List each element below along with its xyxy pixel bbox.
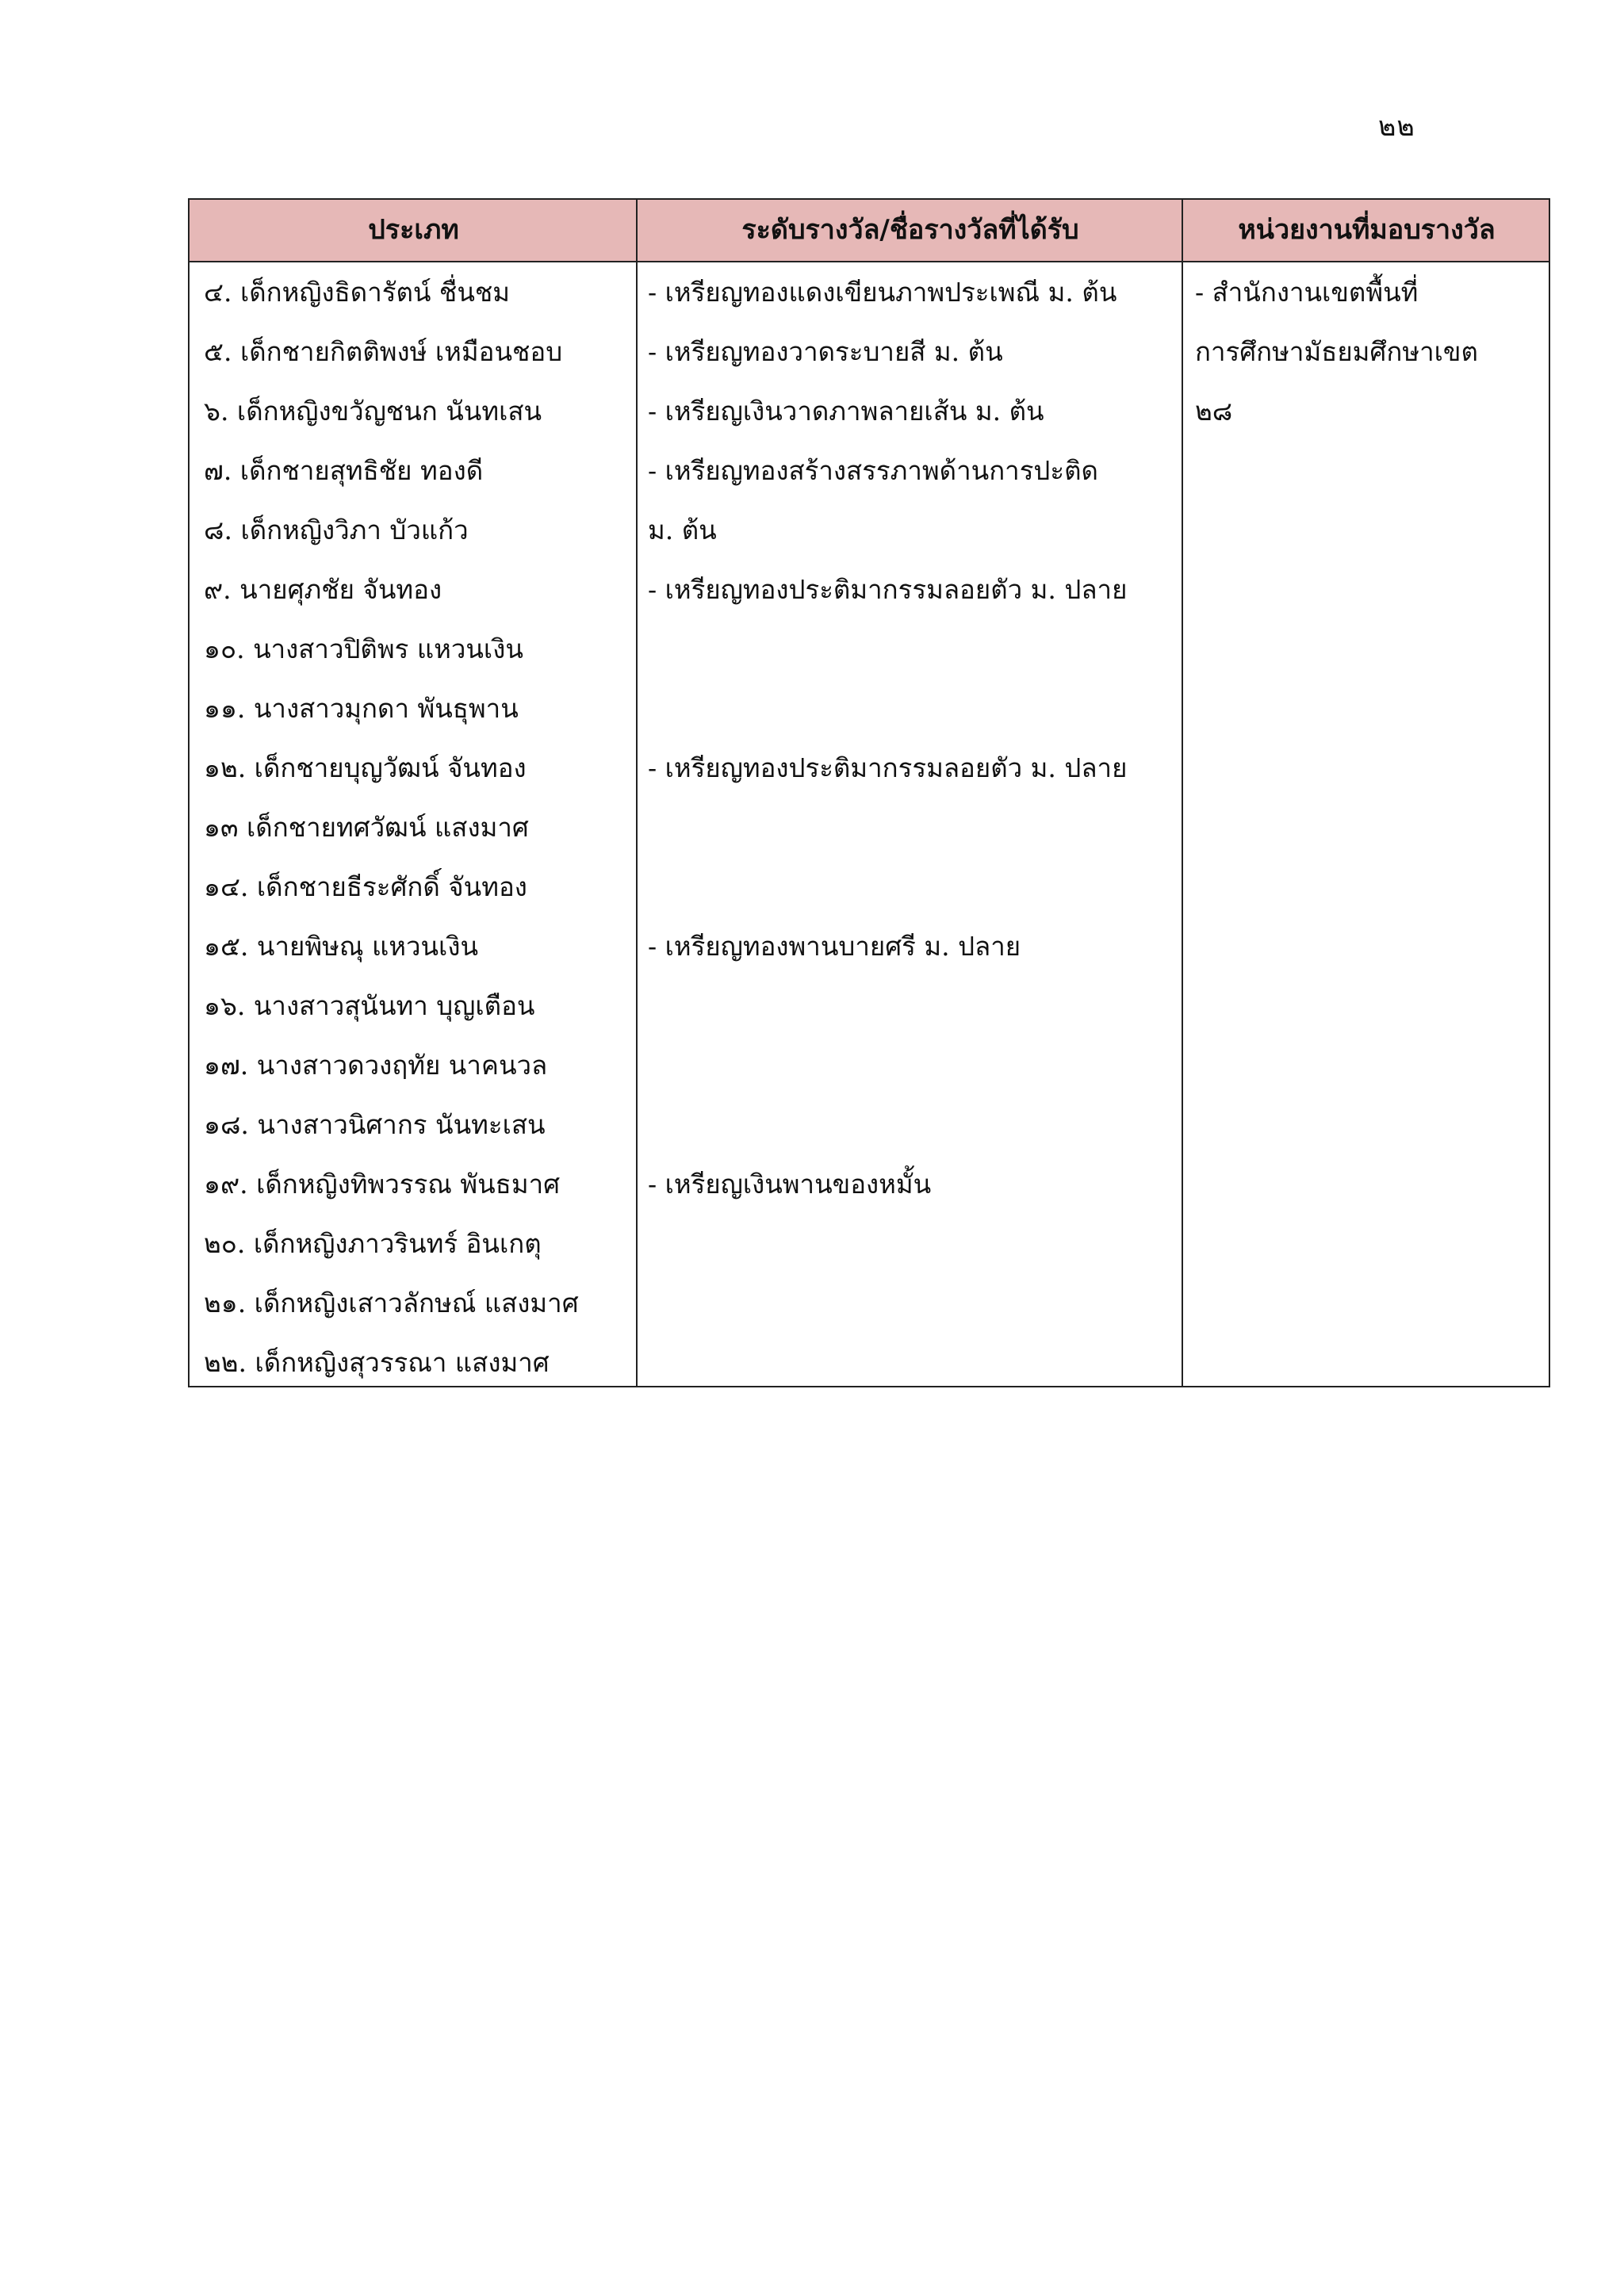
award-entry: ม. ต้น bbox=[648, 515, 717, 545]
agency-entry: การศึกษามัธยมศึกษาเขต bbox=[1195, 336, 1478, 367]
page-number: ๒๒ bbox=[1378, 111, 1415, 143]
student-name: ๑๔. เด็กชายธีระศักดิ์ จันทอง bbox=[204, 871, 527, 902]
award-entry: - เหรียญทองวาดระบายสี ม. ต้น bbox=[648, 336, 1003, 367]
award-entry: - เหรียญทองสร้างสรรภาพด้านการปะติด bbox=[648, 455, 1098, 486]
column-divider bbox=[636, 200, 638, 1386]
student-name: ๑๖. นางสาวสุนันทา บุญเตือน bbox=[204, 990, 535, 1021]
student-name: ๕. เด็กชายกิตติพงษ์ เหมือนชอบ bbox=[204, 336, 563, 367]
award-table bbox=[188, 198, 1550, 1387]
student-name: ๑๒. เด็กชายบุญวัฒน์ จันทอง bbox=[204, 752, 527, 783]
student-name: ๑๙. เด็กหญิงทิพวรรณ พันธมาศ bbox=[204, 1169, 561, 1200]
award-entry: - เหรียญทองประติมากรรมลอยตัว ม. ปลาย bbox=[648, 574, 1128, 605]
student-name: ๑๑. นางสาวมุกดา พันธุพาน bbox=[204, 693, 519, 724]
table-header bbox=[190, 200, 1549, 262]
student-name: ๔. เด็กหญิงธิดารัตน์ ชื่นชม bbox=[204, 277, 511, 308]
agency-entry: ๒๘ bbox=[1195, 396, 1233, 427]
award-entry: - เหรียญเงินวาดภาพลายเส้น ม. ต้น bbox=[648, 396, 1044, 427]
student-name: ๑๐. นางสาวปิติพร แหวนเงิน bbox=[204, 633, 523, 664]
student-name: ๘. เด็กหญิงวิภา บัวแก้ว bbox=[204, 515, 469, 545]
header-awarding-agency: หน่วยงานที่มอบรางวัล bbox=[1238, 214, 1496, 246]
award-entry: - เหรียญทองประติมากรรมลอยตัว ม. ปลาย bbox=[648, 752, 1128, 783]
header-category: ประเภท bbox=[368, 214, 459, 246]
student-name: ๑๓ เด็กชายทศวัฒน์ แสงมาศ bbox=[204, 812, 529, 843]
award-entry: - เหรียญเงินพานของหมั้น bbox=[648, 1169, 932, 1200]
student-name: ๑๘. นางสาวนิศากร นันทะเสน bbox=[204, 1109, 546, 1140]
student-name: ๗. เด็กชายสุทธิชัย ทองดี bbox=[204, 455, 484, 486]
agency-entry: - สำนักงานเขตพื้นที่ bbox=[1195, 277, 1419, 308]
student-name: ๙. นายศุภชัย จันทอง bbox=[204, 574, 442, 605]
column-divider bbox=[1182, 200, 1183, 1386]
award-entry: - เหรียญทองพานบายศรี ม. ปลาย bbox=[648, 931, 1021, 962]
student-name: ๑๕. นายพิษณุ แหวนเงิน bbox=[204, 931, 479, 962]
student-name: ๑๗. นางสาวดวงฤทัย นาคนวล bbox=[204, 1050, 548, 1081]
student-name: ๒๐. เด็กหญิงภาวรินทร์ อินเกตุ bbox=[204, 1228, 542, 1259]
award-entry: - เหรียญทองแดงเขียนภาพประเพณี ม. ต้น bbox=[648, 277, 1117, 308]
student-name: ๖. เด็กหญิงขวัญชนก นันทเสน bbox=[204, 396, 542, 427]
student-name: ๒๒. เด็กหญิงสุวรรณา แสงมาศ bbox=[204, 1347, 550, 1378]
student-name: ๒๑. เด็กหญิงเสาวลักษณ์ แสงมาศ bbox=[204, 1288, 579, 1318]
header-award-level: ระดับรางวัล/ชื่อรางวัลที่ได้รับ bbox=[741, 214, 1079, 246]
